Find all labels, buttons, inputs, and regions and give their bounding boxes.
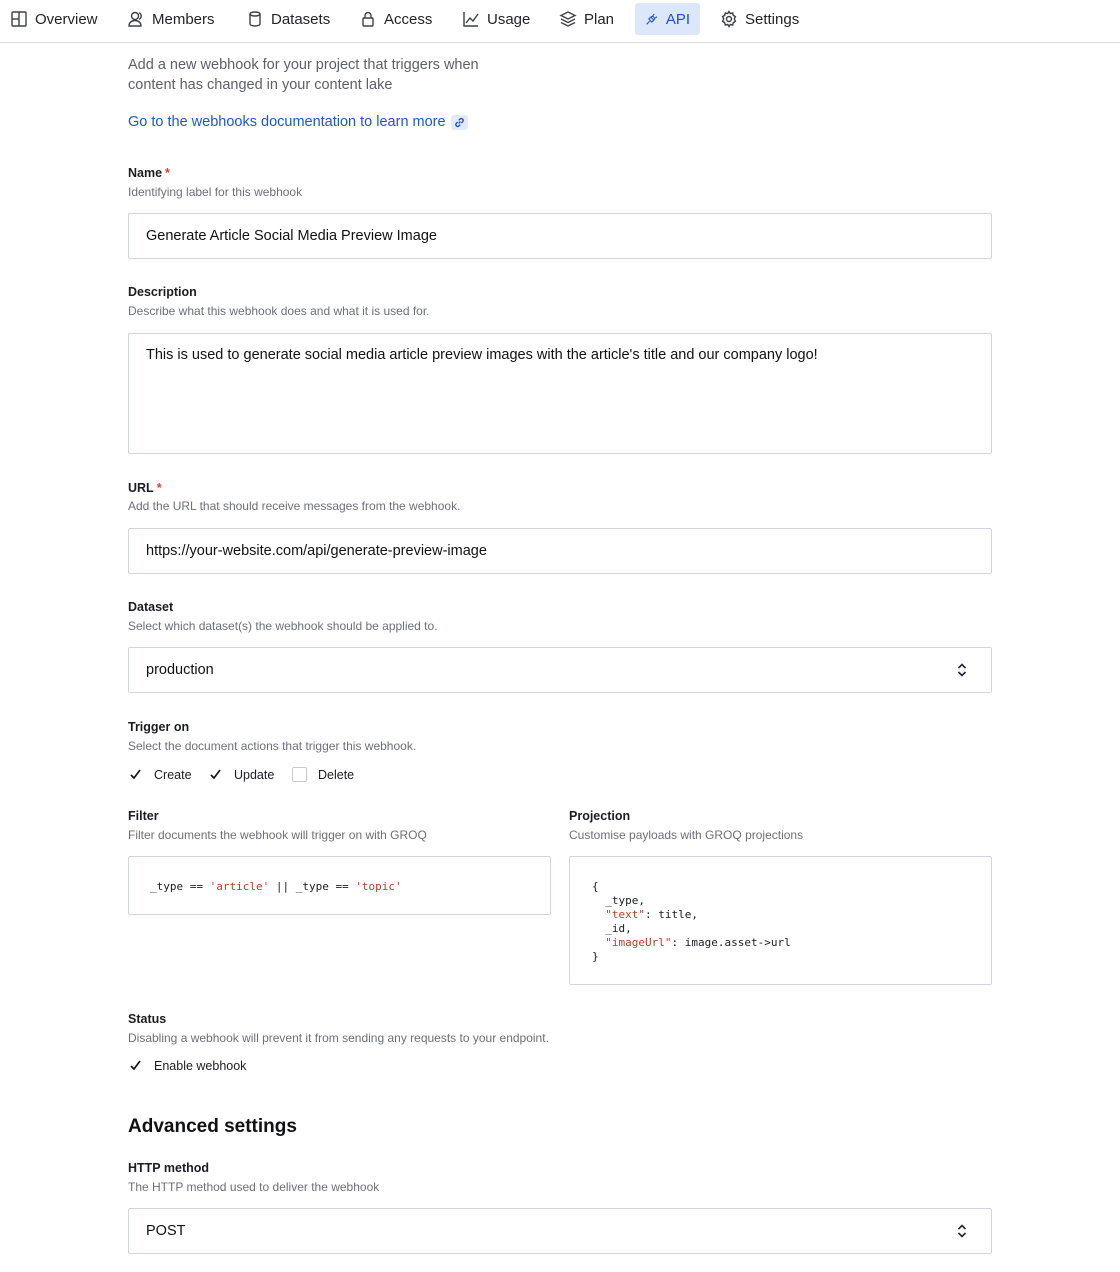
- projection-code-editor[interactable]: [569, 856, 992, 985]
- tab-label: Overview: [35, 10, 98, 28]
- description-label: Description: [128, 285, 197, 299]
- overview-icon: [10, 10, 28, 28]
- tab-plan[interactable]: [549, 3, 624, 35]
- code-line: [592, 950, 969, 964]
- intro-line-2: content has changed in your content lake: [128, 76, 393, 93]
- code-line: [592, 922, 969, 936]
- tab-access[interactable]: [349, 3, 442, 35]
- http-method-select[interactable]: [128, 1208, 992, 1254]
- code-line: [592, 908, 969, 922]
- filter-code-editor[interactable]: [128, 856, 551, 915]
- update-checkbox[interactable]: [208, 767, 223, 782]
- checkmark-icon: [129, 768, 142, 781]
- top-nav: [0, 0, 1120, 43]
- chart-icon: [462, 10, 480, 28]
- url-help: Add the URL that should receive messages from the webhook.: [128, 499, 461, 513]
- name-label-text: Name: [128, 166, 163, 180]
- code-token: [592, 908, 605, 921]
- docs-link-text: Go to the webhooks documentation to learn more: [128, 114, 446, 130]
- dataset-label: Dataset: [128, 600, 174, 614]
- tab-settings[interactable]: [710, 3, 809, 35]
- code-string: "text": [605, 908, 645, 921]
- trigger-delete[interactable]: [292, 767, 354, 782]
- tab-label: Settings: [745, 10, 800, 28]
- checkmark-icon: [129, 1059, 142, 1072]
- intro-text: [128, 56, 528, 95]
- trigger-update[interactable]: [208, 767, 274, 782]
- dataset-select[interactable]: [128, 647, 992, 693]
- description-value: This is used to generate social media article preview images with the article's title and our company logo!: [146, 347, 818, 363]
- projection-label: Projection: [569, 809, 631, 823]
- checkmark-icon: [209, 768, 222, 781]
- create-checkbox[interactable]: [128, 767, 143, 782]
- description-help: Describe what this webhook does and what it is used for.: [128, 304, 430, 318]
- dataset-value: production: [146, 662, 214, 678]
- tab-label: Access: [384, 10, 433, 28]
- trigger-label: Trigger on: [128, 720, 190, 734]
- code-line: [592, 894, 969, 908]
- update-label: Update: [234, 767, 275, 782]
- lock-icon: [359, 10, 377, 28]
- members-icon: [127, 10, 145, 28]
- tab-label: API: [665, 10, 690, 28]
- code-string: 'topic': [355, 880, 402, 893]
- url-label: [128, 481, 162, 495]
- required-marker: *: [156, 481, 162, 495]
- code-token: _id,: [592, 922, 632, 935]
- chevron-up-down-icon: [956, 1223, 968, 1239]
- dataset-help: Select which dataset(s) the webhook should be applied to.: [128, 619, 438, 633]
- code-string: 'article': [209, 880, 270, 893]
- http-method-label: HTTP method: [128, 1161, 210, 1175]
- delete-label: Delete: [318, 767, 355, 782]
- enable-webhook-checkbox[interactable]: [128, 1058, 143, 1073]
- tab-datasets[interactable]: [236, 3, 340, 35]
- name-label: [128, 166, 170, 180]
- trigger-help: Select the document actions that trigger this webhook.: [128, 739, 417, 753]
- tab-members[interactable]: [117, 3, 225, 35]
- status-label: Status: [128, 1012, 167, 1026]
- chevron-up-down-icon: [956, 662, 968, 678]
- name-help: Identifying label for this webhook: [128, 185, 303, 199]
- tab-label: Members: [152, 10, 215, 28]
- http-method-value: POST: [146, 1223, 186, 1239]
- filter-help: Filter documents the webhook will trigger on with GROQ: [128, 828, 427, 842]
- enable-webhook-toggle[interactable]: [128, 1058, 246, 1073]
- description-textarea[interactable]: [128, 333, 992, 454]
- advanced-settings-heading: Advanced settings: [128, 1116, 297, 1137]
- tab-label: Datasets: [271, 10, 331, 28]
- code-string: "imageUrl": [605, 936, 672, 949]
- tab-label: Usage: [487, 10, 531, 28]
- code-line: [592, 936, 969, 950]
- code-token: _type ==: [150, 880, 210, 893]
- http-method-help: The HTTP method used to deliver the webhook: [128, 1180, 380, 1194]
- tab-api[interactable]: [635, 3, 700, 35]
- gear-icon: [720, 10, 738, 28]
- tab-overview[interactable]: [0, 3, 108, 35]
- delete-checkbox[interactable]: [292, 767, 307, 782]
- tab-usage[interactable]: [452, 3, 540, 35]
- webhooks-docs-link[interactable]: [128, 114, 468, 130]
- url-input[interactable]: [128, 528, 992, 574]
- code-token: : title,: [645, 908, 698, 921]
- name-input[interactable]: [128, 213, 992, 259]
- required-marker: *: [165, 166, 170, 180]
- create-label: Create: [154, 767, 192, 782]
- code-token: }: [592, 950, 599, 963]
- intro-line-1: Add a new webhook for your project that triggers when: [128, 57, 479, 73]
- tab-label: Plan: [584, 10, 615, 28]
- plug-icon: [645, 10, 659, 28]
- code-token: || _type ==: [269, 880, 356, 893]
- link-icon: [451, 115, 468, 130]
- code-line: [592, 880, 969, 894]
- status-help: Disabling a webhook will prevent it from sending any requests to your endpoint.: [128, 1031, 549, 1045]
- code-token: [592, 936, 605, 949]
- code-token: : image.asset->url: [671, 936, 791, 949]
- enable-webhook-label: Enable webhook: [154, 1058, 247, 1073]
- code-token: {: [592, 880, 599, 893]
- projection-help: Customise payloads with GROQ projections: [569, 828, 804, 842]
- name-value: Generate Article Social Media Preview Image: [146, 228, 437, 244]
- layers-icon: [559, 10, 577, 28]
- url-label-text: URL: [128, 481, 154, 495]
- trigger-create[interactable]: [128, 767, 192, 782]
- code-token: _type,: [592, 894, 645, 907]
- url-value: https://your-website.com/api/generate-preview-image: [146, 543, 487, 559]
- filter-label: Filter: [128, 809, 159, 823]
- datasets-icon: [246, 10, 264, 28]
